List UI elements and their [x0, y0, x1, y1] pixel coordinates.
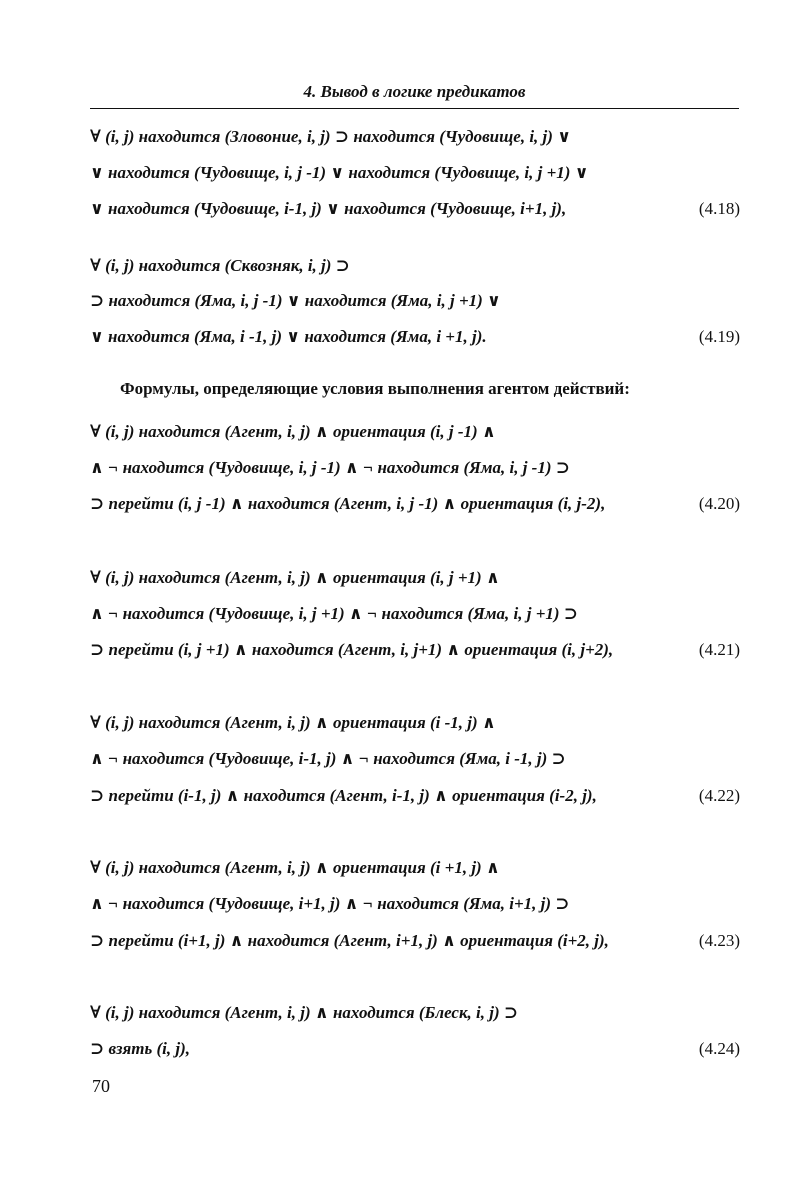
formula-4-20-line-2: ∧ ¬ находится (Чудовище, i, j -1) ∧ ¬ находится (Яма, i, j -1) ⊃ — [90, 458, 570, 477]
equation-number-4-19: (4.19) — [698, 327, 740, 346]
equation-number-4-18: (4.18) — [698, 199, 740, 218]
formula-4-23-line-1: ∀ (i, j) находится (Агент, i, j) ∧ ориентация (i +1, j) ∧ — [90, 858, 500, 877]
formula-4-19-line-2: ⊃ находится (Яма, i, j -1) ∨ находится (Яма, i, j +1) ∨ — [90, 291, 501, 310]
formula-4-20-line-1: ∀ (i, j) находится (Агент, i, j) ∧ ориентация (i, j -1) ∧ — [90, 422, 496, 441]
formula-4-19-line-3: ∨ находится (Яма, i -1, j) ∨ находится (Яма, i +1, j). — [90, 327, 487, 346]
formula-4-18-line-1: ∀ (i, j) находится (Зловоние, i, j) ⊃ находится (Чудовище, i, j) ∨ — [90, 127, 571, 146]
formula-4-22-line-1: ∀ (i, j) находится (Агент, i, j) ∧ ориентация (i -1, j) ∧ — [90, 713, 496, 732]
formula-4-21-line-2: ∧ ¬ находится (Чудовище, i, j +1) ∧ ¬ находится (Яма, i, j +1) ⊃ — [90, 604, 579, 623]
formula-4-21-line-1: ∀ (i, j) находится (Агент, i, j) ∧ ориентация (i, j +1) ∧ — [90, 568, 500, 587]
equation-number-4-24: (4.24) — [698, 1039, 740, 1058]
equation-number-4-20: (4.20) — [698, 494, 740, 513]
equation-number-4-21: (4.21) — [698, 640, 740, 659]
formula-4-22-line-3: ⊃ перейти (i-1, j) ∧ находится (Агент, i-1, j) ∧ ориентация (i-2, j), — [90, 786, 597, 805]
equation-number-4-23: (4.23) — [698, 931, 740, 950]
formula-4-18-line-2: ∨ находится (Чудовище, i, j -1) ∨ находится (Чудовище, i, j +1) ∨ — [90, 163, 589, 182]
formula-4-23-line-3: ⊃ перейти (i+1, j) ∧ находится (Агент, i+1, j) ∧ ориентация (i+2, j), — [90, 931, 609, 950]
formula-4-23-line-2: ∧ ¬ находится (Чудовище, i+1, j) ∧ ¬ находится (Яма, i+1, j) ⊃ — [90, 894, 570, 913]
equation-number-4-22: (4.22) — [698, 786, 740, 805]
header-rule — [90, 108, 739, 109]
formula-4-20-line-3: ⊃ перейти (i, j -1) ∧ находится (Агент, i, j -1) ∧ ориентация (i, j-2), — [90, 494, 606, 513]
formula-4-24-line-2: ⊃ взять (i, j), — [90, 1039, 191, 1058]
formula-4-19-line-1: ∀ (i, j) находится (Сквозняк, i, j) ⊃ — [90, 256, 350, 275]
formula-4-24-line-1: ∀ (i, j) находится (Агент, i, j) ∧ находится (Блеск, i, j) ⊃ — [90, 1003, 519, 1022]
formula-4-18-line-3: ∨ находится (Чудовище, i-1, j) ∨ находится (Чудовище, i+1, j), — [90, 199, 567, 218]
formula-4-21-line-3: ⊃ перейти (i, j +1) ∧ находится (Агент, i, j+1) ∧ ориентация (i, j+2), — [90, 640, 614, 659]
section-heading: Формулы, определяющие условия выполнения агентом действий: — [120, 379, 630, 398]
formula-4-22-line-2: ∧ ¬ находится (Чудовище, i-1, j) ∧ ¬ находится (Яма, i -1, j) ⊃ — [90, 749, 566, 768]
page-number: 70 — [92, 1076, 110, 1096]
running-head: 4. Вывод в логике предикатов — [303, 82, 526, 101]
